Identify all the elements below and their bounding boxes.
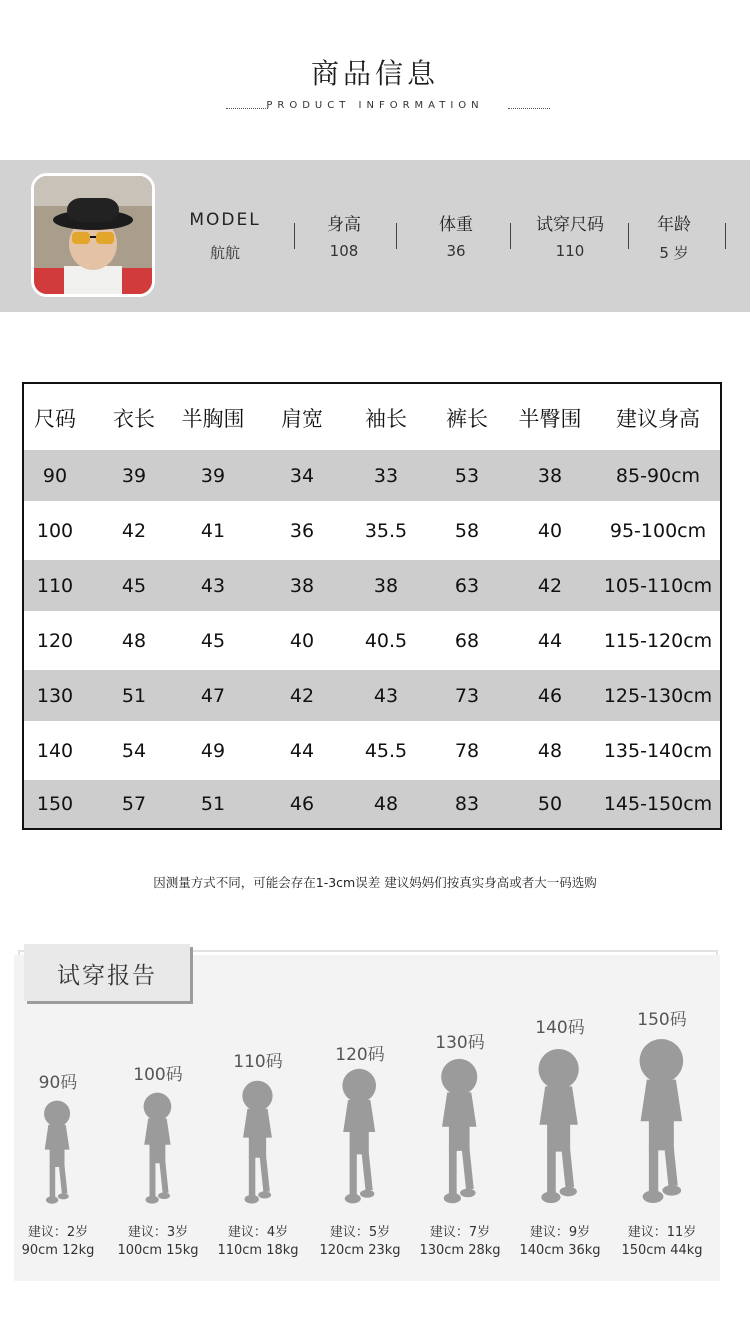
page-title: 商品信息: [310, 57, 439, 90]
kid-info: [305, 1224, 415, 1260]
model-weight-label: 体重: [439, 215, 473, 235]
kid-silhouette: [332, 1068, 388, 1209]
model-age-value: 5 岁: [659, 244, 689, 262]
table-cell: 53: [454, 464, 480, 487]
table-row: [24, 560, 720, 611]
table-cell: 48: [373, 793, 399, 815]
table-row: [24, 505, 720, 556]
kid-advice: 建议：4岁: [227, 1225, 289, 1240]
kid-stats: 90cm 12kg: [21, 1243, 95, 1258]
kid-advice: 建议：9岁: [529, 1225, 591, 1240]
page-subtitle: PRODUCT INFORMATION: [266, 100, 484, 111]
model-separator: [725, 223, 726, 249]
table-cell: 100: [36, 519, 74, 542]
table-cell: 39: [200, 464, 226, 487]
kid-size-label: 130码: [435, 1033, 485, 1053]
table-cell: 44: [537, 629, 563, 652]
table-cell: 42: [537, 574, 563, 597]
table-cell: 135-140cm: [603, 739, 713, 762]
kid-advice: 建议：7岁: [429, 1225, 491, 1240]
table-row: [24, 780, 720, 828]
table-cell: 42: [121, 519, 147, 542]
model-size-value: 110: [555, 242, 585, 260]
table-cell: 120: [36, 629, 74, 652]
table-cell: 50: [537, 793, 563, 815]
table-cell: 145-150cm: [603, 793, 713, 815]
kid-info: [103, 1224, 213, 1260]
table-cell: 45: [200, 629, 226, 652]
table-cell: 47: [200, 684, 226, 707]
model-weight-value: 36: [446, 242, 466, 260]
table-cell: 40: [537, 519, 563, 542]
table-cell: 38: [373, 574, 399, 597]
kid-silhouette: [430, 1058, 490, 1209]
report-title: 试穿报告: [57, 963, 157, 989]
kid-info: [607, 1224, 717, 1260]
kid-silhouette: [135, 1092, 181, 1209]
table-cell: 115-120cm: [603, 629, 713, 652]
table-cell: 140: [36, 739, 74, 762]
model-separator: [510, 223, 511, 249]
table-cell: 48: [537, 739, 563, 762]
column-header: 半胸围: [181, 407, 245, 431]
kid-silhouette: [626, 1038, 699, 1209]
kid-info: [203, 1224, 313, 1260]
table-cell: 43: [200, 574, 226, 597]
kid-stats: 110cm 18kg: [217, 1243, 299, 1258]
kid-silhouette: [526, 1048, 593, 1209]
table-cell: 95-100cm: [609, 519, 707, 542]
table-cell: 68: [454, 629, 480, 652]
table-row: [24, 670, 720, 721]
table-row: [24, 450, 720, 501]
model-age-label: 年龄: [657, 215, 691, 235]
table-cell: 42: [289, 684, 315, 707]
table-cell: 38: [289, 574, 315, 597]
table-cell: 34: [289, 464, 315, 487]
table-row: [24, 615, 720, 666]
table-cell: 40: [289, 629, 315, 652]
kid-stats: 100cm 15kg: [117, 1243, 199, 1258]
model-label: MODEL: [189, 210, 261, 230]
table-cell: 41: [200, 519, 226, 542]
table-cell: 51: [200, 793, 226, 815]
kid-stats: 120cm 23kg: [319, 1243, 401, 1258]
kid-size-label: 140码: [535, 1018, 585, 1038]
table-cell: 40.5: [364, 629, 408, 652]
table-cell: 63: [454, 574, 480, 597]
table-cell: 44: [289, 739, 315, 762]
table-cell: 45.5: [364, 739, 408, 762]
measurement-note: 因测量方式不同，可能会存在1-3cm误差 建议妈妈们按真实身高或者大一码选购: [153, 875, 597, 890]
model-size-label: 试穿尺码: [536, 215, 604, 235]
kid-info: [505, 1224, 615, 1260]
kid-size-label: 110码: [233, 1052, 283, 1072]
kid-silhouette: [36, 1100, 79, 1209]
table-cell: 73: [454, 684, 480, 707]
kid-stats: 140cm 36kg: [519, 1243, 601, 1258]
kid-advice: 建议：11岁: [627, 1225, 697, 1240]
kid-size-label: 90码: [38, 1073, 78, 1093]
table-cell: 125-130cm: [603, 684, 713, 707]
table-cell: 51: [121, 684, 147, 707]
model-name: 航航: [209, 244, 240, 262]
kid-advice: 建议：5岁: [329, 1225, 391, 1240]
table-cell: 38: [537, 464, 563, 487]
divider-right: [508, 108, 550, 109]
table-cell: 45: [121, 574, 147, 597]
column-header: 衣长: [113, 407, 155, 431]
size-table: [22, 382, 722, 830]
column-header: 肩宽: [281, 407, 323, 431]
table-cell: 39: [121, 464, 147, 487]
column-header: 半臀围: [518, 407, 582, 431]
table-cell: 83: [454, 793, 480, 815]
table-cell: 105-110cm: [603, 574, 713, 597]
table-cell: 43: [373, 684, 399, 707]
table-cell: 110: [36, 574, 74, 597]
table-cell: 85-90cm: [615, 464, 701, 487]
table-cell: 46: [537, 684, 563, 707]
table-cell: 54: [121, 739, 147, 762]
kid-silhouette: [233, 1080, 283, 1209]
table-cell: 49: [200, 739, 226, 762]
table-cell: 90: [42, 464, 68, 487]
table-cell: 48: [121, 629, 147, 652]
model-separator: [628, 223, 629, 249]
kid-info: [3, 1224, 113, 1260]
table-row: [24, 725, 720, 776]
model-avatar: [31, 173, 155, 297]
table-cell: 130: [36, 684, 74, 707]
model-separator: [294, 223, 295, 249]
table-cell: 57: [121, 793, 147, 815]
model-height-value: 108: [329, 242, 359, 260]
table-cell: 78: [454, 739, 480, 762]
table-cell: 58: [454, 519, 480, 542]
table-cell: 36: [289, 519, 315, 542]
table-cell: 33: [373, 464, 399, 487]
kid-stats: 130cm 28kg: [419, 1243, 501, 1258]
kid-size-label: 100码: [133, 1065, 183, 1085]
column-header: 裤长: [446, 407, 488, 431]
table-header-row: [24, 384, 720, 452]
kid-advice: 建议：3岁: [127, 1225, 189, 1240]
table-cell: 150: [36, 793, 74, 815]
column-header: 袖长: [365, 407, 407, 431]
column-header: 建议身高: [616, 407, 700, 431]
kid-advice: 建议：2岁: [27, 1225, 89, 1240]
table-cell: 46: [289, 793, 315, 815]
kid-stats: 150cm 44kg: [621, 1243, 703, 1258]
kid-info: [405, 1224, 515, 1260]
model-separator: [396, 223, 397, 249]
kid-size-label: 150码: [637, 1010, 687, 1030]
column-header: 尺码: [34, 407, 76, 431]
model-height-label: 身高: [327, 215, 361, 235]
kid-size-label: 120码: [335, 1045, 385, 1065]
divider-left: [226, 108, 268, 109]
table-cell: 35.5: [364, 519, 408, 542]
